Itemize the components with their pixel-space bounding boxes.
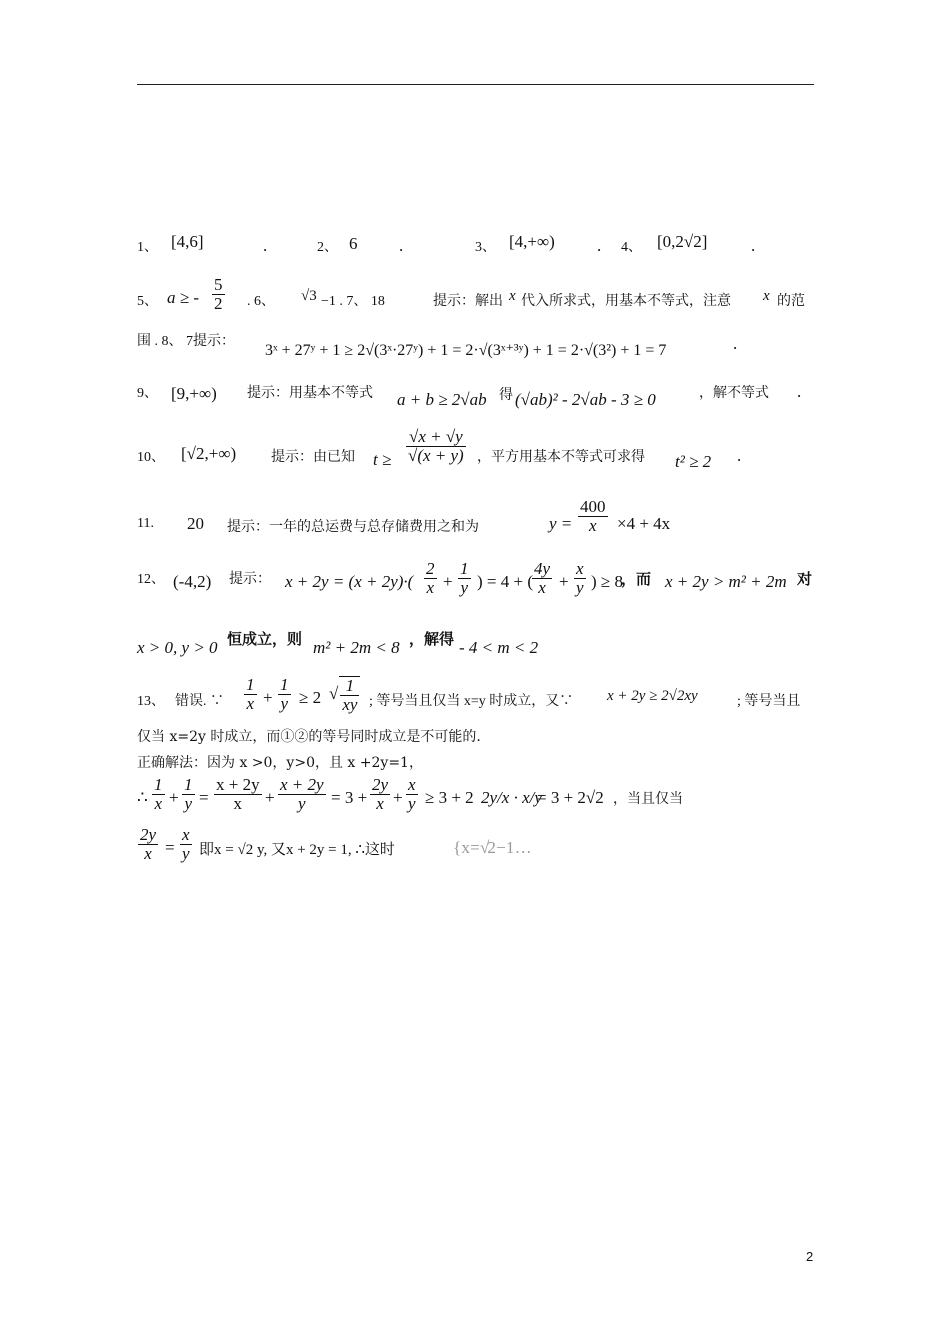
denominator: y: [184, 793, 193, 813]
period: .: [751, 236, 756, 255]
text: ，解不等式: [699, 386, 769, 401]
denominator: 2: [214, 293, 223, 313]
item-number: 13、: [137, 694, 165, 709]
text: ，解得: [409, 632, 455, 648]
period: .: [263, 236, 268, 255]
denominator: x: [154, 793, 163, 813]
page-number: 2: [806, 1249, 814, 1264]
numerator: 2y: [140, 825, 157, 844]
answer-5-lhs: a ≥ -: [167, 288, 199, 307]
period: .: [797, 382, 802, 401]
item-number: 12、: [137, 572, 165, 587]
fraction: [179, 826, 193, 863]
answer-6: √3: [301, 288, 317, 304]
period: .: [399, 236, 404, 255]
fraction: [181, 776, 196, 813]
fraction: [277, 676, 292, 713]
inequality: m² + 2m < 8: [313, 638, 400, 657]
answer-2: 6: [349, 234, 358, 253]
inequality: a + b ≥ 2√ab: [397, 390, 487, 409]
numerator: 400: [580, 497, 606, 516]
numerator: x + 2y: [280, 775, 324, 794]
text: 围 . 8、 7提示：: [137, 334, 235, 349]
fraction: [137, 826, 159, 863]
radical: 2y/x · x/y: [481, 788, 542, 807]
numerator: √x + √y: [406, 428, 466, 447]
answer-line-10: 仅当 x=2y 时成立，而①②的等号同时成立是不可能的.: [137, 729, 481, 745]
numerator: 1: [340, 677, 359, 696]
denominator: y: [576, 577, 584, 597]
header-rule: [137, 84, 814, 85]
fraction: [369, 776, 391, 813]
answer-5-fraction: [211, 276, 226, 313]
fraction: [531, 560, 553, 597]
period: .: [737, 446, 742, 465]
plus: +: [559, 572, 569, 591]
text: = 3 + 2√2: [537, 788, 604, 807]
fraction: [405, 428, 467, 465]
inequality: x + 2y ≥ 2√2xy: [607, 688, 698, 704]
hint-label: 提示：解出: [433, 294, 503, 309]
numerator: x: [576, 559, 584, 578]
denominator: y: [182, 843, 190, 863]
numerator: 1: [246, 675, 255, 694]
fraction: [423, 560, 438, 597]
fraction: [151, 776, 166, 813]
numerator: 2y: [372, 775, 389, 794]
numerator: x: [182, 825, 190, 844]
hint-label: 提示：: [229, 572, 271, 587]
period: .: [597, 236, 602, 255]
denominator: x: [376, 793, 384, 813]
answer-11: 20: [187, 514, 204, 533]
text: 即x = √2 y, 又x + 2y = 1, ∴这时: [199, 842, 395, 858]
text: = 3 +: [331, 788, 368, 807]
denominator: x: [426, 577, 435, 597]
numerator: 2: [426, 559, 435, 578]
denominator: xy: [342, 694, 358, 714]
denominator: x: [588, 515, 597, 535]
var-x: x: [509, 288, 516, 304]
text: 对: [797, 572, 813, 588]
period: .: [733, 334, 738, 353]
item-number: 9、: [137, 386, 158, 401]
answer-1: [4,6]: [171, 232, 204, 251]
text: . 6、: [247, 294, 275, 309]
equation: ) = 4 + (: [477, 572, 533, 591]
fraction: [213, 776, 263, 813]
numerator: x + 2y: [216, 775, 260, 794]
hint-label: 提示：用基本不等式: [247, 386, 373, 401]
hint-label: 提示：由已知: [271, 450, 355, 465]
text: 恒成立，则: [227, 632, 303, 648]
text: ，当且仅当: [613, 792, 683, 807]
equation-system: { x = √2 − 1 …: [453, 838, 530, 857]
text: 的范: [777, 294, 805, 309]
numerator: 1: [460, 559, 469, 578]
answer-line-11: 正确解法：因为 x >0，y>0，且 x +2y=1，: [137, 755, 423, 771]
denominator: y: [280, 693, 289, 713]
text: ; 等号当且: [737, 694, 801, 709]
equation: x + 2y = (x + 2y)·(: [285, 572, 414, 591]
item-number: 4、: [621, 240, 642, 255]
fraction: [573, 560, 587, 597]
item-number: 2、: [317, 240, 338, 255]
text: 代入所求式，用基本不等式，注意: [521, 294, 731, 309]
text: −1 . 7、 18: [321, 294, 385, 309]
text: ≥ 2: [299, 688, 322, 707]
fraction: [457, 560, 472, 597]
fraction: [277, 776, 327, 813]
text: 得: [499, 388, 513, 403]
answer-3: [4,+∞): [509, 232, 555, 251]
answer-10: [√2,+∞): [181, 444, 237, 463]
equals: =: [165, 838, 175, 857]
item-number: 1、: [137, 240, 158, 255]
numerator: 1: [280, 675, 289, 694]
therefore: ∴: [137, 788, 148, 807]
denominator: y: [298, 793, 306, 813]
item-number: 5、: [137, 294, 158, 309]
denominator: y: [408, 793, 416, 813]
result: t² ≥ 2: [675, 452, 712, 471]
hint-label: 提示：一年的总运费与总存储费用之和为: [227, 520, 479, 535]
numerator: x: [408, 775, 416, 794]
plus: +: [443, 572, 453, 591]
result: - 4 < m < 2: [459, 638, 539, 657]
fraction: [577, 498, 609, 535]
text: y =: [549, 514, 573, 533]
fraction: [405, 776, 419, 813]
item-number: 11.: [137, 516, 154, 531]
inequality: (√ab)² - 2√ab - 3 ≥ 0: [515, 390, 656, 409]
text: t ≥: [373, 450, 392, 469]
domain: x > 0, y > 0: [137, 638, 218, 657]
text: ×4 + 4x: [617, 514, 671, 533]
numerator: 1: [154, 775, 163, 794]
answer-4: [0,2√2]: [657, 232, 708, 251]
numerator: 4y: [534, 559, 551, 578]
condition: x + 2y > m² + 2m: [665, 572, 787, 591]
item-number: 3、: [475, 240, 496, 255]
denominator: x: [246, 693, 255, 713]
fraction: [243, 676, 258, 713]
item-number: 10、: [137, 450, 165, 465]
var-x: x: [763, 288, 770, 304]
text: ≥ 3 + 2: [425, 788, 474, 807]
text: ; 等号当且仅当 x=y 时成立，又∵: [369, 694, 574, 709]
answer-12: (-4,2): [173, 572, 212, 591]
numerator: 1: [184, 775, 193, 794]
equation: ) ≥ 8: [591, 572, 623, 591]
equation-8: 3ˣ + 27ʸ + 1 ≥ 2√(3ˣ·27ʸ) + 1 = 2·√(3ˣ⁺³ʸ) + 1 = 2·√(3²) + 1 = 7: [265, 342, 667, 359]
denominator: √(x + y): [408, 445, 464, 465]
denominator: x: [144, 843, 152, 863]
denominator: x: [538, 577, 546, 597]
denominator: x: [233, 793, 243, 813]
text: ，平方用基本不等式可求得: [477, 450, 645, 465]
text: 错误. ∵: [175, 694, 224, 709]
text: ，而: [621, 572, 652, 588]
denominator: y: [460, 577, 469, 597]
numerator: 5: [214, 275, 223, 294]
answer-9: [9,+∞): [171, 384, 217, 403]
radical: √ $\frac{1}{xy}$: [329, 676, 361, 714]
